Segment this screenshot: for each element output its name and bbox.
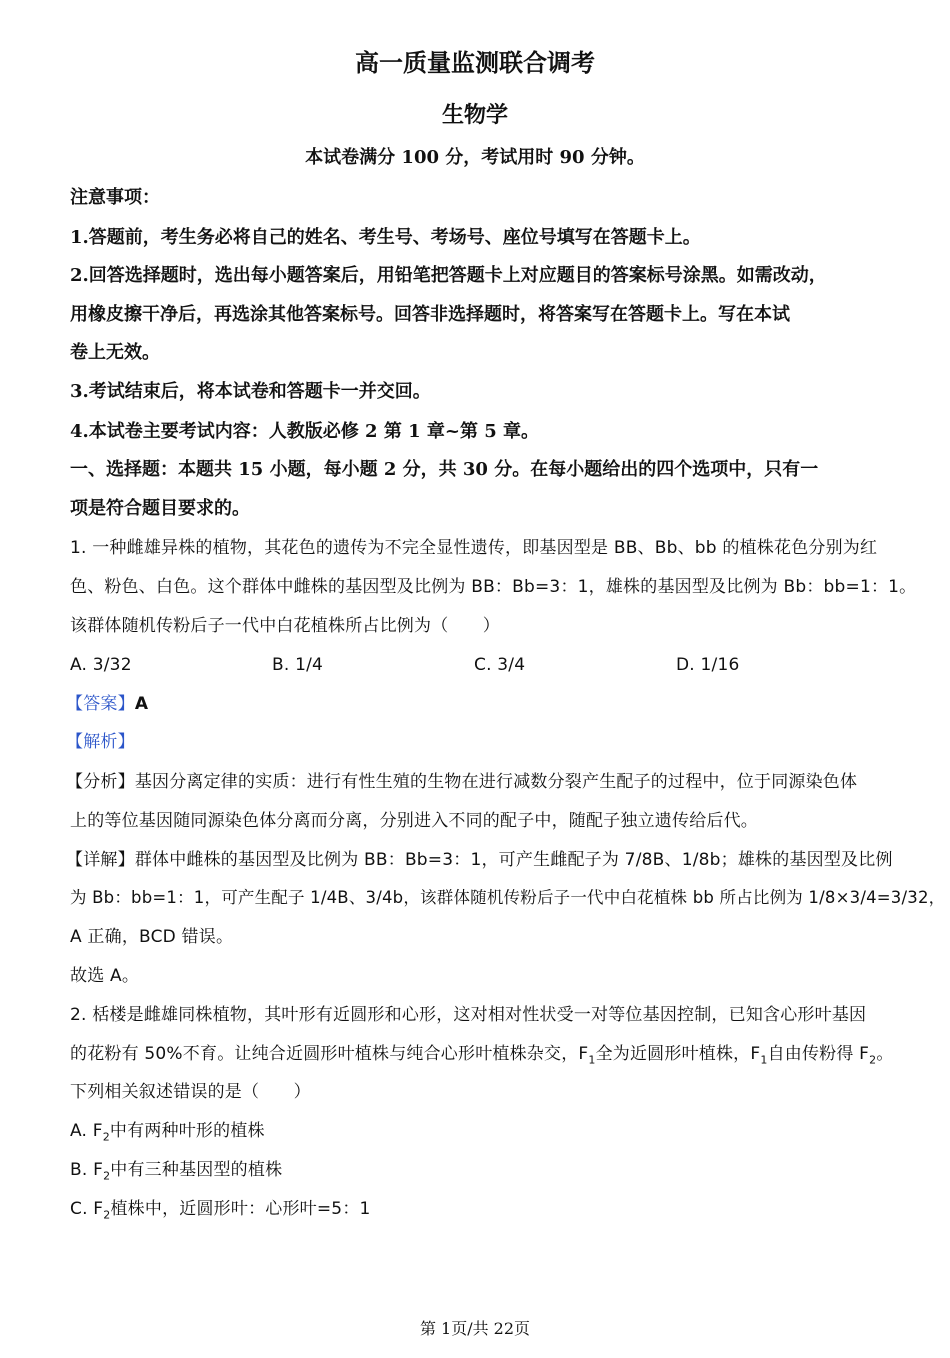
answer-line (66, 692, 148, 716)
subscript: 1 (760, 1053, 768, 1067)
analysis-tag: 【解析】 (66, 732, 135, 752)
option-label: C. F (70, 1199, 104, 1219)
xiangjie-line (66, 848, 893, 872)
stem-text: 自由传粉得 F (767, 1044, 870, 1064)
note-item: 4.本试卷主要考试内容：人教版必修 2 第 1 章~第 5 章。 (70, 421, 540, 442)
subscript: 2 (869, 1053, 877, 1067)
section-heading: 项是符合题目要求的。 (70, 498, 250, 519)
xiangjie-text: 群体中雌株的基因型及比例为 BB：Bb=3：1，可产生雌配子为 7/8B、1/8b；雄株的基因型及比例 (134, 850, 893, 870)
question-2-stem: 下列相关叙述错误的是（ ） (70, 1082, 311, 1102)
note-item: 2.回答选择题时，选出每小题答案后，用铅笔把答题卡上对应题目的答案标号涂黑。如需改动， (70, 265, 827, 286)
section-heading: 一、选择题：本题共 15 小题，每小题 2 分，共 30 分。在每小题给出的四个选项中，只有一 (70, 459, 819, 480)
question-1-option-d: D. 1/16 (676, 655, 740, 675)
answer-value: A (134, 694, 149, 714)
xiangjie-text: 为 Bb：bb=1：1，可产生配子 1/4B、3/4b，该群体随机传粉后子一代中白花植株 bb 所占比例为 1/8×3/4=3/32， (70, 888, 946, 907)
analysis-line (66, 730, 135, 754)
exam-info: 本试卷满分 100 分，考试用时 90 分钟。 (305, 147, 645, 168)
question-1-option-b: B. 1/4 (272, 655, 324, 675)
option-text: 中有三种基因型的植株 (110, 1160, 283, 1180)
note-item: 1.答题前，考生务必将自己的姓名、考生号、考场号、座位号填写在答题卡上。 (70, 227, 701, 248)
option-text: 植株中，近圆形叶：心形叶=5：1 (110, 1199, 371, 1219)
xiangjie-text: A 正确，BCD 错误。 (70, 927, 234, 947)
stem-text: 。 (876, 1044, 894, 1064)
option-label: B. F (70, 1160, 104, 1180)
conclusion-text: 故选 A。 (70, 966, 140, 986)
question-2-stem (70, 1042, 894, 1066)
fenxi-text: 上的等位基因随同源染色体分离而分离，分别进入不同的配子中，随配子独立遗传给后代。 (70, 811, 758, 831)
question-2-option-a (70, 1119, 265, 1143)
question-1-option-c: C. 3/4 (474, 655, 526, 675)
notes-heading: 注意事项： (70, 187, 160, 208)
answer-tag: 【答案】 (66, 694, 135, 714)
question-1-stem: 色、粉色、白色。这个群体中雌株的基因型及比例为 BB：Bb=3：1，雄株的基因型及比例为 Bb：bb=1：1。 (70, 577, 917, 597)
subscript: 2 (103, 1208, 111, 1222)
subscript: 1 (588, 1053, 596, 1067)
subject-title: 生物学 (441, 102, 508, 128)
fenxi-text: 基因分离定律的实质：进行有性生殖的生物在进行减数分裂产生配子的过程中，位于同源染色体 (134, 772, 858, 792)
fenxi-tag: 【分析】 (66, 772, 135, 792)
xiangjie-tag: 【详解】 (66, 850, 135, 870)
subscript: 2 (102, 1130, 110, 1144)
option-label: A. F (70, 1121, 103, 1141)
stem-text: 全为近圆形叶植株，F (595, 1044, 761, 1064)
question-2-option-b (70, 1158, 282, 1182)
stem-text: 的花粉有 50%不育。让纯合近圆形叶植株与纯合心形叶植株杂交，F (70, 1044, 589, 1064)
question-2-option-c (70, 1197, 371, 1221)
question-1-stem: 1. 一种雌雄异株的植物，其花色的遗传为不完全显性遗传，即基因型是 BB、Bb、bb 的植株花色分别为红 (70, 538, 878, 558)
note-item: 卷上无效。 (70, 342, 160, 363)
fenxi-line (66, 770, 857, 794)
option-text: 中有两种叶形的植株 (109, 1121, 265, 1141)
question-1-stem: 该群体随机传粉后子一代中白花植株所占比例为（ ） (70, 616, 500, 636)
question-1-option-a: A. 3/32 (70, 655, 132, 675)
question-2-stem: 2. 栝楼是雌雄同株植物，其叶形有近圆形和心形，这对相对性状受一对等位基因控制，已知含心形叶基因 (70, 1005, 867, 1025)
subscript: 2 (103, 1169, 111, 1183)
exam-title: 高一质量监测联合调考 (355, 48, 595, 77)
note-item: 用橡皮擦干净后，再选涂其他答案标号。回答非选择题时，将答案写在答题卡上。写在本试 (70, 304, 790, 325)
page-number: 第 1页/共 22页 (419, 1319, 531, 1338)
note-item: 3.考试结束后，将本试卷和答题卡一并交回。 (70, 381, 431, 402)
